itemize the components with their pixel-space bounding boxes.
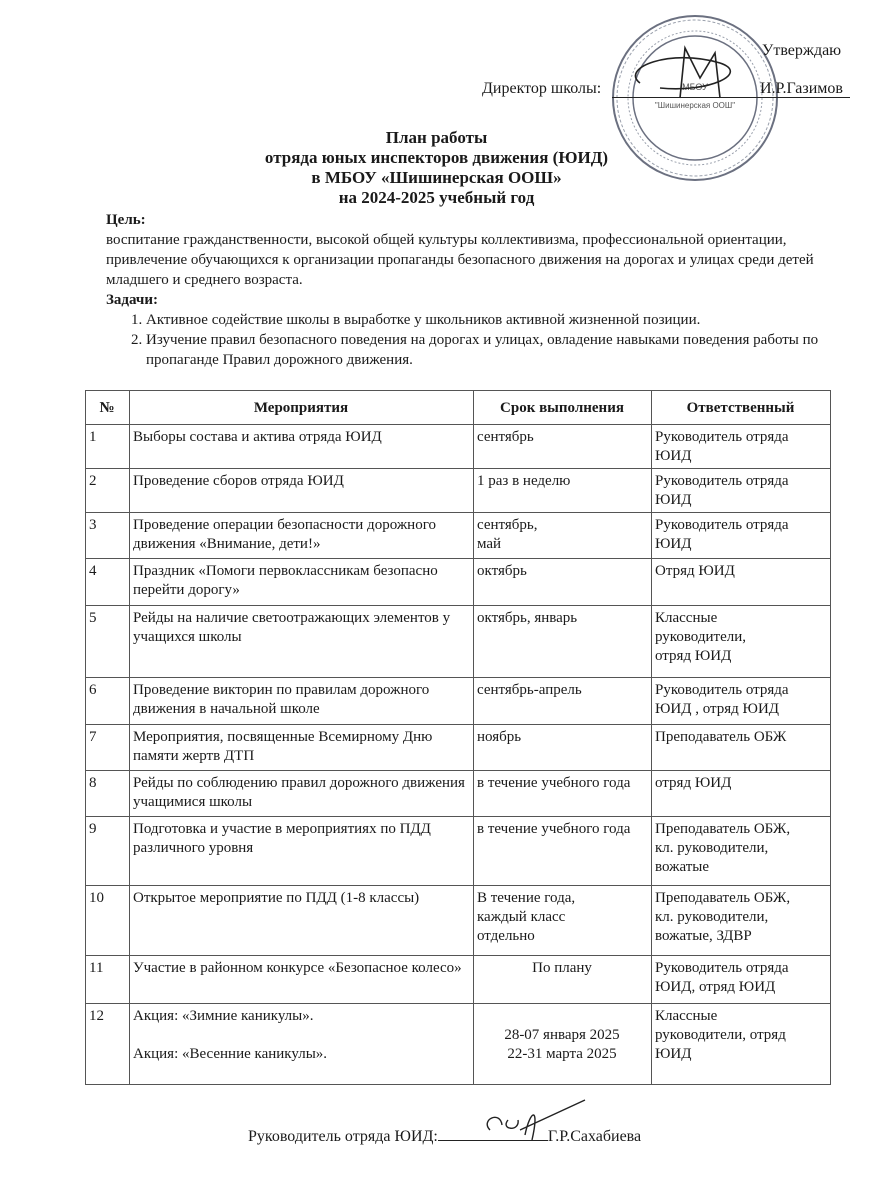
deadline-cell: 28-07 января 2025 22-31 марта 2025 xyxy=(474,1004,652,1085)
event-cell: Праздник «Помоги первоклассникам безопасно перейти дорогу» xyxy=(130,559,474,606)
table-row xyxy=(86,678,831,725)
approve-label: Утверждаю xyxy=(762,42,842,59)
table-row xyxy=(86,886,831,956)
event-cell: Рейды по соблюдению правил дорожного движения учащимися школы xyxy=(130,771,474,817)
responsible-cell: Руководитель отряда ЮИД, отряд ЮИД xyxy=(652,956,831,1004)
table-row xyxy=(86,956,831,1004)
row-number: 5 xyxy=(86,606,130,678)
column-header: Срок выполнения xyxy=(474,391,652,425)
responsible-cell: Преподаватель ОБЖ, кл. руководители, вожатые, ЗДВР xyxy=(652,886,831,956)
responsible-cell: Руководитель отряда ЮИД xyxy=(652,469,831,513)
deadline-cell: В течение года, каждый класс отдельно xyxy=(474,886,652,956)
deadline-cell: в течение учебного года xyxy=(474,817,652,886)
leader-name: Г.Р.Сахабиева xyxy=(547,1128,642,1145)
table-header-row xyxy=(86,391,831,425)
event-cell: Проведение операции безопасности дорожного движения «Внимание, дети!» xyxy=(130,513,474,559)
table-row xyxy=(86,606,831,678)
responsible-cell: отряд ЮИД xyxy=(652,771,831,817)
deadline-cell: По плану xyxy=(474,956,652,1004)
deadline-cell: сентябрь xyxy=(474,425,652,469)
table-row xyxy=(86,817,831,886)
event-cell: Мероприятия, посвященные Всемирному Дню памяти жертв ДТП xyxy=(130,725,474,771)
table-row xyxy=(86,513,831,559)
row-number: 11 xyxy=(86,956,130,1004)
row-number: 1 xyxy=(86,425,130,469)
footer-label: Руководитель отряда ЮИД: xyxy=(248,1128,438,1145)
responsible-cell: Руководитель отряда ЮИД xyxy=(652,425,831,469)
task-item: 2. Изучение правил безопасного поведения на дорогах и улицах, овладение навыками поведения работы по пропаганде Правил дорожного движения. xyxy=(146,330,836,370)
responsible-cell: Классные руководители, отряд ЮИД xyxy=(652,606,831,678)
column-header: № xyxy=(86,391,130,425)
tasks-label: Задачи: xyxy=(106,292,159,308)
deadline-cell: сентябрь-апрель xyxy=(474,678,652,725)
row-number: 2 xyxy=(86,469,130,513)
row-number: 4 xyxy=(86,559,130,606)
responsible-cell: Руководитель отряда ЮИД xyxy=(652,513,831,559)
row-number: 10 xyxy=(86,886,130,956)
row-number: 3 xyxy=(86,513,130,559)
event-cell: Акция: «Зимние каникулы». Акция: «Весенние каникулы». xyxy=(130,1004,474,1085)
row-number: 12 xyxy=(86,1004,130,1085)
responsible-cell: Преподаватель ОБЖ xyxy=(652,725,831,771)
title-line: в МБОУ «Шишинерская ООШ» xyxy=(311,168,562,187)
deadline-cell: 1 раз в неделю xyxy=(474,469,652,513)
title-line: на 2024-2025 учебный год xyxy=(338,188,535,207)
row-number: 7 xyxy=(86,725,130,771)
row-number: 8 xyxy=(86,771,130,817)
deadline-cell: ноябрь xyxy=(474,725,652,771)
footer xyxy=(248,1124,641,1146)
deadline-cell: в течение учебного года xyxy=(474,771,652,817)
table-row xyxy=(86,425,831,469)
event-cell: Рейды на наличие светоотражающих элементов у учащихся школы xyxy=(130,606,474,678)
deadline-cell: сентябрь, май xyxy=(474,513,652,559)
table-row xyxy=(86,559,831,606)
event-cell: Выборы состава и актива отряда ЮИД xyxy=(130,425,474,469)
document-title xyxy=(0,128,873,208)
table-row xyxy=(86,771,831,817)
table-row xyxy=(86,469,831,513)
task-item: 1. Активное содействие школы в выработке у школьников активной жизненной позиции. xyxy=(146,310,836,330)
event-cell: Открытое мероприятие по ПДД (1-8 классы) xyxy=(130,886,474,956)
tasks-list xyxy=(106,310,836,370)
responsible-cell: Преподаватель ОБЖ, кл. руководители, вожатые xyxy=(652,817,831,886)
svg-text:МБОУ: МБОУ xyxy=(682,82,708,92)
event-cell: Проведение сборов отряда ЮИД xyxy=(130,469,474,513)
responsible-cell: Отряд ЮИД xyxy=(652,559,831,606)
responsible-cell: Руководитель отряда ЮИД , отряд ЮИД xyxy=(652,678,831,725)
responsible-cell: Классные руководители, отряд ЮИД xyxy=(652,1004,831,1085)
goal-text: воспитание гражданственности, высокой общей культуры коллективизма, профессиональной ориентации, привлечение обучающихся к организации пропаганды безопасного движения на дорогах и улицах среди детей младшего и среднего возраста. xyxy=(106,232,814,288)
plan-table xyxy=(85,390,831,1085)
event-cell: Подготовка и участие в мероприятиях по ПДД различного уровня xyxy=(130,817,474,886)
deadline-cell: октябрь, январь xyxy=(474,606,652,678)
goal-label: Цель: xyxy=(106,212,146,228)
table-row xyxy=(86,725,831,771)
deadline-cell: октябрь xyxy=(474,559,652,606)
row-number: 6 xyxy=(86,678,130,725)
director-label: Директор школы: xyxy=(482,80,602,97)
column-header: Мероприятия xyxy=(130,391,474,425)
title-line: План работы xyxy=(385,128,488,147)
title-line: отряда юных инспекторов движения (ЮИД) xyxy=(264,148,609,167)
row-number: 9 xyxy=(86,817,130,886)
column-header: Ответственный xyxy=(652,391,831,425)
director-name: И.Р.Газимов xyxy=(760,80,843,97)
goal-section xyxy=(106,210,836,370)
svg-text:"Шишинерская ООШ": "Шишинерская ООШ" xyxy=(654,101,736,110)
event-cell: Участие в районном конкурсе «Безопасное колесо» xyxy=(130,956,474,1004)
event-cell: Проведение викторин по правилам дорожного движения в начальной школе xyxy=(130,678,474,725)
signature-line xyxy=(438,1124,548,1141)
table-row xyxy=(86,1004,831,1085)
